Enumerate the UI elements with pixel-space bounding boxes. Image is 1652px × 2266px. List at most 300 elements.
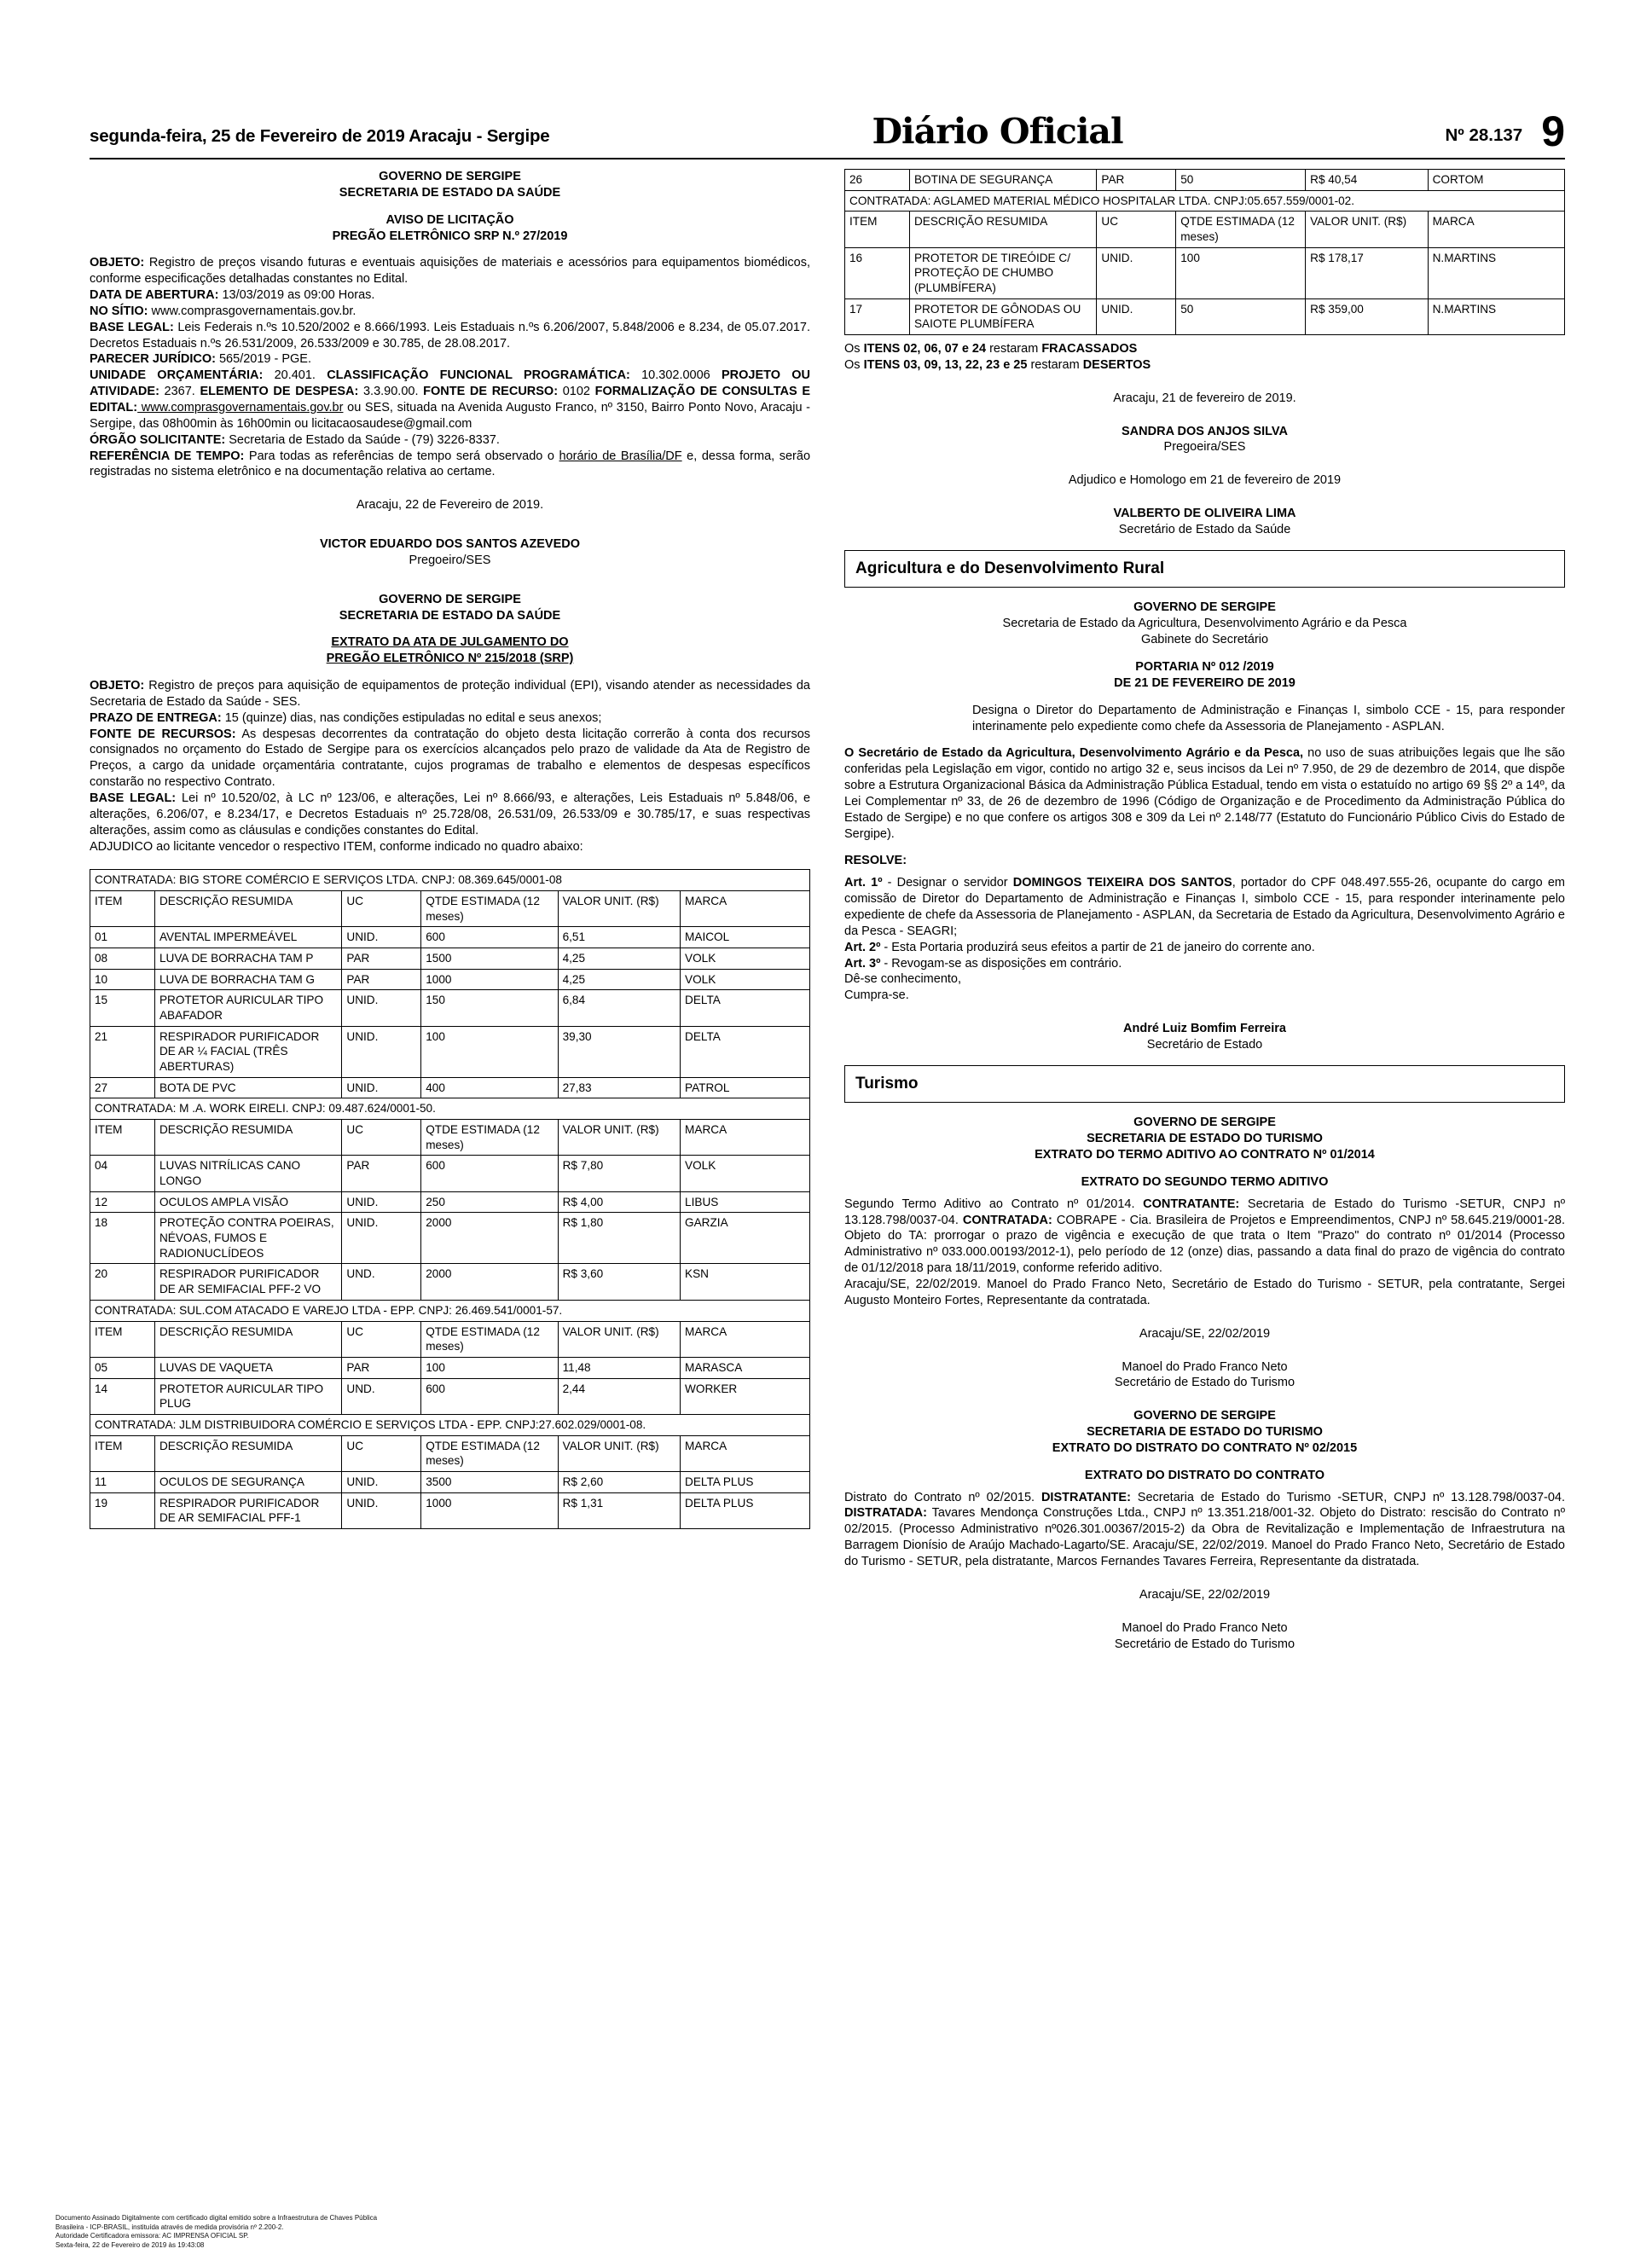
table-row	[90, 1156, 810, 1191]
label-base-legal-2: BASE LEGAL:	[90, 791, 177, 805]
heading-gabinete-secretario: Gabinete do Secretário	[1140, 633, 1269, 647]
paragraph-sitio	[90, 304, 810, 320]
signature-city-6: Aracaju/SE, 22/02/2019	[1139, 1587, 1271, 1602]
table-row	[90, 1357, 810, 1378]
heading-extrato-termo-aditivo: EXTRATO DO TERMO ADITIVO AO CONTRATO Nº 01/2014	[1035, 1148, 1375, 1162]
table-row	[90, 1378, 810, 1414]
cell-qtde: 100	[1176, 247, 1306, 298]
heading-governo-sergipe-4: GOVERNO DE SERGIPE	[1133, 1116, 1276, 1130]
label-formalizacao: FORMALIZAÇÃO DE CONSULTAS E EDITAL:	[90, 385, 811, 414]
th-qtde-3: QTDE ESTIMADA (12 meses)	[421, 1321, 558, 1357]
cell-uc: UNID.	[1097, 247, 1176, 298]
cell-desc: PROTETOR AURICULAR TIPO ABAFADOR	[154, 990, 341, 1026]
cell-qtde: 1000	[421, 969, 558, 990]
cell-valor: 6,84	[558, 990, 680, 1026]
text-art1-name: DOMINGOS TEIXEIRA DOS SANTOS	[1012, 876, 1232, 890]
cell-uc: UND.	[342, 1378, 421, 1414]
section-banner-turismo: Turismo	[844, 1065, 1565, 1104]
cell-qtde: 3500	[421, 1471, 558, 1492]
cell-desc: RESPIRADOR PURIFICADOR DE AR SEMIFACIAL PFF-2 VO	[154, 1264, 341, 1300]
th-qtde-2: QTDE ESTIMADA (12 meses)	[421, 1120, 558, 1156]
text-ta-c: Secretaria de Estado do Turismo -SETUR, CNPJ nº 13.128.798/0037-04.	[844, 1197, 1565, 1227]
cell-qtde: 1500	[421, 948, 558, 970]
cell-valor: R$ 2,60	[558, 1471, 680, 1492]
table-row	[90, 1264, 810, 1300]
cell-marca: VOLK	[681, 948, 810, 970]
paragraph-base-legal-2	[90, 791, 810, 839]
cell-valor: R$ 4,00	[558, 1191, 680, 1213]
signature-city-2: Aracaju, 21 de fevereiro de 2019.	[1113, 391, 1296, 405]
paragraph-objeto-2	[90, 678, 810, 710]
table-row-contratada	[90, 870, 810, 891]
cell-item: 18	[90, 1213, 155, 1264]
heading-secretaria-saude-1: SECRETARIA DE ESTADO DA SAÚDE	[339, 185, 561, 200]
paragraph-art2	[844, 940, 1565, 956]
cell-item: 11	[90, 1471, 155, 1492]
paragraph-distrato	[844, 1490, 1565, 1570]
cell-uc: PAR	[342, 1156, 421, 1191]
contratada-cell-5: CONTRATADA: AGLAMED MATERIAL MÉDICO HOSPITALAR LTDA. CNPJ:05.657.559/0001-02.	[845, 190, 1565, 212]
cell-item: 21	[90, 1026, 155, 1077]
text-formalizacao-rest: ou SES, situada na Avenida Augusto Franco, nº 3150, Bairro Ponto Novo, Aracaju -Sergipe, das 08h00min às 16h00min ou licitacaosaudese@gmail.com	[90, 400, 810, 431]
label-distratante: DISTRATANTE:	[1040, 1490, 1131, 1504]
cell-valor: R$ 40,54	[1306, 170, 1428, 191]
paragraph-termo-aditivo	[844, 1197, 1565, 1277]
footer-line-1: Documento Assinado Digitalmente com certificado digital emitido sobre a Infraestrutura de Chaves Pública	[55, 2213, 378, 2222]
th-valor-2: VALOR UNIT. (R$)	[558, 1120, 680, 1156]
right-column	[844, 169, 1565, 1652]
cell-qtde: 150	[421, 990, 558, 1026]
cell-marca: PATROL	[681, 1077, 810, 1098]
text-frac-post: restaram	[986, 342, 1042, 356]
cell-uc: UNID.	[342, 1077, 421, 1098]
paragraph-referencia-tempo	[90, 449, 810, 481]
label-orgao: ÓRGÃO SOLICITANTE:	[90, 432, 226, 447]
cell-item: 15	[90, 990, 155, 1026]
text-parecer: 565/2019 - PGE.	[215, 352, 312, 367]
cell-desc: LUVA DE BORRACHA TAM P	[154, 948, 341, 970]
cell-qtde: 400	[421, 1077, 558, 1098]
cell-item: 26	[845, 170, 910, 191]
adjudico-homologo-line: Adjudico e Homologo em 21 de fevereiro de 2019	[1068, 473, 1342, 488]
masthead-date: segunda-feira, 25 de Fevereiro de 2019 Aracaju - Sergipe	[90, 126, 550, 146]
text-fonte-recursos: As despesas decorrentes da contratação do objeto desta licitação correrão à conta dos recursos consignados no orçamento do Estado de Sergipe para os exercícios alcançados pelo prazo de validade da Ata de Registro de Preços, a cargo da unidade orçamentária contratante, cujos programas de trabalho e elementos de despesas específicos constarão no respectivo Contrato.	[90, 727, 811, 790]
th-desc-4: DESCRIÇÃO RESUMIDA	[154, 1435, 341, 1471]
signature-city-5: Aracaju/SE, 22/02/2019	[1139, 1326, 1271, 1341]
cell-uc: UNID.	[342, 1213, 421, 1264]
cell-marca: DELTA PLUS	[681, 1471, 810, 1492]
cell-desc: BOTINA DE SEGURANÇA	[909, 170, 1096, 191]
contratada-cell-4: CONTRATADA: JLM DISTRIBUIDORA COMÉRCIO E SERVIÇOS LTDA - EPP. CNPJ:27.602.029/0001-08.	[90, 1414, 810, 1435]
cell-desc: PROTETOR DE TIREÓIDE C/ PROTEÇÃO DE CHUMBO (PLUMBÍFERA)	[909, 247, 1096, 298]
text-projeto: 2367.	[159, 385, 200, 399]
th-marca-3: MARCA	[681, 1321, 810, 1357]
cell-marca: GARZIA	[681, 1213, 810, 1264]
digital-signature-footer	[55, 2214, 738, 2251]
paragraph-fracassados	[844, 341, 1565, 357]
cell-uc: UNID.	[342, 1026, 421, 1077]
cell-valor: 4,25	[558, 969, 680, 990]
heading-secretaria-saude-2: SECRETARIA DE ESTADO DA SAÚDE	[339, 608, 561, 623]
cell-item: 27	[90, 1077, 155, 1098]
heading-governo-sergipe-1: GOVERNO DE SERGIPE	[379, 170, 521, 183]
cell-qtde: 100	[421, 1026, 558, 1077]
table-row-contratada	[90, 1098, 810, 1120]
text-classificacao: 10.302.0006	[629, 368, 722, 383]
th-uc-5: UC	[1097, 212, 1176, 247]
cell-qtde: 50	[1176, 170, 1306, 191]
th-item-5: ITEM	[845, 212, 910, 247]
table-row	[90, 990, 810, 1026]
cell-qtde: 2000	[421, 1264, 558, 1300]
label-data-abertura: DATA DE ABERTURA:	[90, 288, 219, 303]
footer-line-4: Sexta-feira, 22 de Fevereiro de 2019 às 19:43:08	[55, 2241, 205, 2250]
text-unidade: 20.401.	[263, 368, 328, 383]
paragraph-base-legal-1	[90, 320, 810, 352]
text-ta-a: Segundo Termo Aditivo ao Contrato nº 01/2014.	[844, 1197, 1144, 1211]
cell-item: 10	[90, 969, 155, 990]
table-row	[90, 948, 810, 970]
heading-pregao-27-2019: PREGÃO ELETRÔNICO SRP N.º 27/2019	[332, 229, 568, 243]
contratada-cell-3: CONTRATADA: SUL.COM ATACADO E VAREJO LTDA - EPP. CNPJ: 26.469.541/0001-57.	[90, 1300, 810, 1321]
cell-item: 12	[90, 1191, 155, 1213]
cell-uc: PAR	[342, 969, 421, 990]
cell-qtde: 1000	[421, 1492, 558, 1528]
th-uc-3: UC	[342, 1321, 421, 1357]
text-referencia-rest: e, dessa forma, serão registradas no sistema eletrônico e na documentação relativa ao certame.	[90, 449, 811, 479]
text-dist-a: Distrato do Contrato nº 02/2015.	[844, 1490, 1041, 1504]
label-unidade: UNIDADE ORÇAMENTÁRIA:	[90, 368, 264, 383]
signature-role-6: Secretário de Estado do Turismo	[1114, 1637, 1296, 1651]
cell-qtde: 600	[421, 1156, 558, 1191]
label-contratada: CONTRATADA:	[962, 1213, 1052, 1227]
cell-desc: PROTEÇÃO CONTRA POEIRAS, NÉVOAS, FUMOS E RADIONUCLÍDEOS	[154, 1213, 341, 1264]
cell-valor: R$ 359,00	[1306, 298, 1428, 334]
table-row	[90, 1191, 810, 1213]
th-valor-3: VALOR UNIT. (R$)	[558, 1321, 680, 1357]
cell-marca: WORKER	[681, 1378, 810, 1414]
paragraph-designa: Designa o Diretor do Departamento de Administração e Finanças I, simbolo CCE - 15, para responder interinamente pelo expediente como chefe da Assessoria de Planejamento - ASPLAN.	[972, 703, 1565, 733]
text-des-items: ITENS 03, 09, 13, 22, 23 e 25	[863, 357, 1028, 372]
cell-marca: MARASCA	[681, 1357, 810, 1378]
th-valor-1: VALOR UNIT. (R$)	[558, 891, 680, 927]
text-des-post: restaram	[1027, 357, 1083, 372]
table-row	[90, 1026, 810, 1077]
cell-desc: BOTA DE PVC	[154, 1077, 341, 1098]
signature-name-1: VICTOR EDUARDO DOS SANTOS AZEVEDO	[319, 537, 581, 552]
text-sitio: www.comprasgovernamentais.gov.br.	[148, 304, 356, 318]
cell-marca: VOLK	[681, 1156, 810, 1191]
cell-desc: PROTETOR DE GÔNODAS OU SAIOTE PLUMBÍFERA	[909, 298, 1096, 334]
cell-uc: UNID.	[342, 927, 421, 948]
cell-uc: PAR	[342, 1357, 421, 1378]
cell-valor: 6,51	[558, 927, 680, 948]
text-fonte-recurso: 0102	[558, 385, 595, 399]
table-header-row-1	[90, 891, 810, 927]
paragraph-fonte-recursos	[90, 727, 810, 791]
text-referencia-tempo: Para todas as referências de tempo será observado o	[244, 449, 559, 463]
cell-valor: 2,44	[558, 1378, 680, 1414]
cell-item: 17	[845, 298, 910, 334]
label-objeto-2: OBJETO:	[90, 679, 145, 693]
th-desc-1: DESCRIÇÃO RESUMIDA	[154, 891, 341, 927]
text-art2: - Esta Portaria produzirá seus efeitos a partir de 21 de janeiro do corrente ano.	[880, 940, 1315, 954]
cell-uc: UNID.	[342, 1191, 421, 1213]
cell-marca: CORTOM	[1428, 170, 1564, 191]
cell-uc: UNID.	[342, 1471, 421, 1492]
label-sitio: NO SÍTIO:	[90, 304, 148, 318]
paragraph-unidade-orcamentaria	[90, 368, 810, 432]
table-header-row-4	[90, 1435, 810, 1471]
text-art3: - Revogam-se as disposições em contrário.	[880, 956, 1122, 971]
table-row	[845, 247, 1565, 298]
cell-desc: LUVA DE BORRACHA TAM G	[154, 969, 341, 990]
heading-aviso-licitacao: AVISO DE LICITAÇÃO	[385, 212, 514, 227]
masthead-issue-number: Nº 28.137	[1445, 125, 1523, 145]
table-row	[90, 1213, 810, 1264]
text-des-pre: Os	[844, 357, 864, 372]
text-objeto-1: Registro de preços visando futuras e eventuais aquisições de materiais e acessórios para equipamentos biomédicos, conforme especificações detalhadas constantes no Edital.	[90, 256, 810, 287]
cell-marca: N.MARTINS	[1428, 247, 1564, 298]
heading-governo-sergipe-2: GOVERNO DE SERGIPE	[379, 592, 521, 606]
th-valor-4: VALOR UNIT. (R$)	[558, 1435, 680, 1471]
heading-extrato-ata-2: PREGÃO ELETRÔNICO Nº 215/2018 (SRP)	[326, 652, 574, 666]
paragraph-adjudico: ADJUDICO ao licitante vencedor o respectivo ITEM, conforme indicado no quadro abaixo:	[90, 839, 583, 854]
th-qtde-4: QTDE ESTIMADA (12 meses)	[421, 1435, 558, 1471]
cell-uc: UNID.	[342, 990, 421, 1026]
cell-qtde: 600	[421, 927, 558, 948]
label-elemento: ELEMENTO DE DESPESA:	[200, 385, 359, 399]
label-projeto: PROJETO OU ATIVIDADE:	[90, 368, 811, 399]
footer-line-2: Brasileira - ICP-BRASIL, instituída através de medida provisória nº 2.200-2.	[55, 2223, 284, 2231]
cell-marca: VOLK	[681, 969, 810, 990]
masthead	[90, 101, 1565, 154]
cell-marca: DELTA PLUS	[681, 1492, 810, 1528]
th-item-4: ITEM	[90, 1435, 155, 1471]
paragraph-art3	[844, 956, 1565, 972]
cell-item: 14	[90, 1378, 155, 1414]
cell-item: 01	[90, 927, 155, 948]
heading-portaria-012: PORTARIA Nº 012 /2019	[1135, 660, 1274, 675]
label-contratante: CONTRATANTE:	[1143, 1197, 1240, 1211]
paragraph-secretario-atribuicoes	[844, 745, 1565, 842]
table-row	[90, 1471, 810, 1492]
table-header-row-3	[90, 1321, 810, 1357]
th-desc-2: DESCRIÇÃO RESUMIDA	[154, 1120, 341, 1156]
table-row	[90, 927, 810, 948]
cell-uc: UNID.	[1097, 298, 1176, 334]
label-parecer: PARECER JURÍDICO:	[90, 352, 216, 367]
label-referencia-tempo: REFERÊNCIA DE TEMPO:	[90, 449, 245, 463]
masthead-rule	[90, 158, 1565, 159]
cell-marca: DELTA	[681, 990, 810, 1026]
text-data-abertura: 13/03/2019 as 09:00 Horas.	[218, 288, 375, 303]
left-column	[90, 169, 810, 1529]
heading-portaria-data: DE 21 DE FEVEREIRO DE 2019	[1114, 675, 1296, 690]
cell-uc: PAR	[1097, 170, 1176, 191]
table-row	[845, 170, 1565, 191]
text-elemento: 3.3.90.00.	[358, 385, 424, 399]
signature-city-1: Aracaju, 22 de Fevereiro de 2019.	[356, 498, 544, 513]
label-art2: Art. 2º	[844, 940, 881, 954]
cell-item: 20	[90, 1264, 155, 1300]
section-banner-agricultura: Agricultura e do Desenvolvimento Rural	[844, 550, 1565, 588]
cell-item: 04	[90, 1156, 155, 1191]
text-base-legal-2: Lei nº 10.520/02, à LC nº 123/06, e alterações, Lei nº 8.666/93, e alterações, Leis Estaduais nº 5.848/06, e alterações, 6.206/07, e 8.234/17, e Decretos Estaduais nº 25.728/08, 26.531/09, 26.533/09 e 30.785/17, e suas respectivas alterações, assim como as cláusulas e condições constantes do Edital.	[90, 791, 811, 837]
table-row-contratada	[90, 1414, 810, 1435]
text-dist-c: Secretaria de Estado do Turismo -SETUR, CNPJ nº 13.128.798/0037-04.	[1130, 1490, 1565, 1504]
cell-qtde: 100	[421, 1357, 558, 1378]
heading-extrato-ata-1: EXTRATO DA ATA DE JULGAMENTO DO	[331, 635, 569, 650]
table-row	[90, 1492, 810, 1528]
cell-item: 05	[90, 1357, 155, 1378]
text-secretario-bold: O Secretário de Estado da Agricultura, Desenvolvimento Agrário e da Pesca,	[844, 746, 1304, 761]
cell-desc: RESPIRADOR PURIFICADOR DE AR SEMIFACIAL PFF-1	[154, 1492, 341, 1528]
th-marca-5: MARCA	[1428, 212, 1564, 247]
signature-role-2: Pregoeira/SES	[1163, 440, 1246, 455]
item-table-right	[844, 169, 1565, 335]
table-header-row-5	[845, 212, 1565, 247]
label-base-legal-1: BASE LEGAL:	[90, 320, 174, 334]
cell-qtde: 250	[421, 1191, 558, 1213]
paragraph-orgao-solicitante	[90, 432, 810, 449]
cell-desc: LUVAS DE VAQUETA	[154, 1357, 341, 1378]
cell-desc: AVENTAL IMPERMEÁVEL	[154, 927, 341, 948]
text-objeto-2: Registro de preços para aquisição de equipamentos de proteção individual (EPI), visando atender as necessidades da Secretaria de Estado da Saúde - SES.	[90, 679, 810, 709]
th-marca-4: MARCA	[681, 1435, 810, 1471]
paragraph-termo-aditivo-assinantes: Aracaju/SE, 22/02/2019. Manoel do Prado Franco Neto, Secretário de Estado do Turismo - SETUR, pela contratante, Sergei Augusto Monteiro Fortes, Representante da contratada.	[844, 1278, 1565, 1307]
paragraph-de-se-conhecimento: Dê-se conhecimento,	[844, 972, 962, 987]
signature-name-2: SANDRA DOS ANJOS SILVA	[1122, 424, 1288, 438]
masthead-title: Diário Oficial	[872, 111, 1123, 152]
cell-desc: OCULOS AMPLA VISÃO	[154, 1191, 341, 1213]
cell-item: 16	[845, 247, 910, 298]
footer-line-3: Autoridade Certificadora emissora: AC IMPRENSA OFICIAL SP.	[55, 2232, 249, 2240]
label-art1: Art. 1º	[844, 876, 883, 890]
th-item-1: ITEM	[90, 891, 155, 927]
item-table-block-1	[90, 869, 810, 1529]
table-header-row-2	[90, 1120, 810, 1156]
contratada-cell-1: CONTRATADA: BIG STORE COMÉRCIO E SERVIÇOS LTDA. CNPJ: 08.369.645/0001-08	[90, 870, 810, 891]
text-art1-rest: , portador do CPF 048.497.555-26, ocupante do cargo em comissão de Diretor do Departamento de Administração e Finanças I, simbolo CCE - 15, para responder interinamente pelo expediente de chefe da Assessoria de Planejamento - ASPLAN, da Secretaria de Estado da Agricultura, Desenvolvimento Agrário e da Pesca - SEAGRI;	[844, 876, 1565, 938]
th-uc-1: UC	[342, 891, 421, 927]
cell-desc: RESPIRADOR PURIFICADOR DE AR ¼ FACIAL (TRÊS ABERTURAS)	[154, 1026, 341, 1077]
cell-desc: OCULOS DE SEGURANÇA	[154, 1471, 341, 1492]
cell-desc: LUVAS NITRÍLICAS CANO LONGO	[154, 1156, 341, 1191]
cell-valor: R$ 1,31	[558, 1492, 680, 1528]
text-des-word: DESERTOS	[1082, 357, 1151, 372]
th-item-2: ITEM	[90, 1120, 155, 1156]
cell-qtde: 2000	[421, 1213, 558, 1264]
heading-secretaria-turismo-2: SECRETARIA DE ESTADO DO TURISMO	[1087, 1425, 1323, 1440]
heading-extrato-segundo-termo: EXTRATO DO SEGUNDO TERMO ADITIVO	[1081, 1174, 1329, 1189]
text-orgao: Secretaria de Estado da Saúde - (79) 3226-8337.	[225, 432, 500, 447]
item-table-1	[90, 869, 810, 1529]
label-objeto-1: OBJETO:	[90, 256, 145, 270]
cell-marca: MAICOL	[681, 927, 810, 948]
th-valor-5: VALOR UNIT. (R$)	[1306, 212, 1428, 247]
cell-marca: DELTA	[681, 1026, 810, 1077]
paragraph-desertos	[844, 357, 1565, 374]
text-frac-items: ITENS 02, 06, 07 e 24	[863, 342, 987, 356]
th-qtde-5: QTDE ESTIMADA (12 meses)	[1176, 212, 1306, 247]
th-uc-4: UC	[342, 1435, 421, 1471]
th-marca-2: MARCA	[681, 1120, 810, 1156]
signature-name-3: VALBERTO DE OLIVEIRA LIMA	[1113, 507, 1296, 521]
paragraph-art1	[844, 875, 1565, 939]
table-row	[90, 969, 810, 990]
text-frac-pre: Os	[844, 342, 864, 356]
paragraph-parecer	[90, 351, 810, 368]
cell-marca: KSN	[681, 1264, 810, 1300]
label-resolve: RESOLVE:	[844, 854, 907, 868]
signature-role-3: Secretário de Estado da Saúde	[1118, 522, 1291, 536]
text-dist-e: Tavares Mendonça Construções Ltda., CNPJ nº 13.351.218/001-32. Objeto do Distrato: rescisão do Contrato nº 02/2015. (Processo Administrativo nº026.301.00367/2015-2) da Obra de Revitalização e Implementação de Infraestrutura na Barragem Dionísio de Araújo Machado-Lagarto/SE. Aracaju/SE, 22/02/2019. Manoel do Prado Franco Neto, Secretário de Estado do Turismo - SETUR, pela distratante, Marcos Fernandes Tavares Ferreira, Representante da distratada.	[844, 1506, 1565, 1568]
table-row	[845, 298, 1565, 334]
cell-valor: 27,83	[558, 1077, 680, 1098]
table-row-contratada	[845, 190, 1565, 212]
text-frac-word: FRACASSADOS	[1041, 342, 1138, 356]
th-desc-3: DESCRIÇÃO RESUMIDA	[154, 1321, 341, 1357]
label-fonte-recurso: FONTE DE RECURSO:	[423, 385, 559, 399]
signature-name-4: André Luiz Bomfim Ferreira	[1123, 1022, 1286, 1036]
page-number: 9	[1541, 107, 1565, 155]
text-ta-e: COBRAPE - Cia. Brasileira de Projetos e Empreendimentos, CNPJ nº 58.645.219/0001-28. Objeto do TA: prorrogar o prazo de vigência e execução de que trata o Item "Prazo" do contrato nº 01/2014 (Processo Administrativo nº 033.000.00193/2012-1), pelo período de 12 (onze) dias, passando a data final do prazo de vigência do contrato de 01/12/2018 para 18/11/2019, conforme referido aditivo.	[844, 1213, 1566, 1276]
text-secretario-rest: no uso de suas atribuições legais que lhe são conferidas pela Legislação em vigor, contido no artigo 32 e, seus incisos da Lei nº 7.950, de 29 de dezembro de 2014, que dispõe sobre a Estrutura Organizacional Básica da Administração Pública Estadual, tendo em vista o estatuído no artigo 69 §§ 2º a 14º, da Lei Complementar nº 33, de 26 de dezembro de 1996 (Código de Organização e de Procedimento da Administração Pública do Estado de Sergipe) e no que confere os artigos 308 e 309 da Lei nº 2.148/77 (Estatuto do Funcionário Público Civis do Estado de Sergipe).	[844, 746, 1566, 841]
signature-name-5: Manoel do Prado Franco Neto	[1122, 1359, 1288, 1374]
heading-governo-sergipe-5: GOVERNO DE SERGIPE	[1133, 1409, 1276, 1423]
link-comprasgovernamentais[interactable]: www.comprasgovernamentais.gov.br	[137, 400, 344, 414]
heading-secretaria-agricultura: Secretaria de Estado da Agricultura, Desenvolvimento Agrário e da Pesca	[1002, 617, 1407, 631]
th-item-3: ITEM	[90, 1321, 155, 1357]
table-row	[90, 1077, 810, 1098]
cell-item: 19	[90, 1492, 155, 1528]
label-prazo-entrega: PRAZO DE ENTREGA:	[90, 710, 222, 725]
text-prazo-entrega: 15 (quinze) dias, nas condições estipuladas no edital e seus anexos;	[221, 710, 602, 725]
heading-secretaria-turismo-1: SECRETARIA DE ESTADO DO TURISMO	[1087, 1132, 1323, 1146]
table-row-contratada	[90, 1300, 810, 1321]
cell-marca: LIBUS	[681, 1191, 810, 1213]
cell-marca: N.MARTINS	[1428, 298, 1564, 334]
cell-uc: UNID.	[342, 1492, 421, 1528]
cell-valor: 4,25	[558, 948, 680, 970]
cell-item: 08	[90, 948, 155, 970]
contratada-cell-2: CONTRATADA: M .A. WORK EIRELI. CNPJ: 09.487.624/0001-50.	[90, 1098, 810, 1120]
cell-valor: R$ 178,17	[1306, 247, 1428, 298]
th-uc-2: UC	[342, 1120, 421, 1156]
signature-role-4: Secretário de Estado	[1146, 1037, 1263, 1052]
heading-extrato-distrato: EXTRATO DO DISTRATO DO CONTRATO	[1084, 1468, 1325, 1482]
signature-role-1: Pregoeiro/SES	[409, 553, 491, 567]
cell-valor: 39,30	[558, 1026, 680, 1077]
th-marca-1: MARCA	[681, 891, 810, 927]
text-base-legal-1: Leis Federais n.ºs 10.520/2002 e 8.666/1993. Leis Estaduais n.ºs 6.206/2007, 5.848/2006 e 8.234, de 05.07.2017. Decretos Estaduais n.ºs 26.531/2009, 26.533/2009 e 30.785, de 28.08.2017.	[90, 320, 811, 351]
cell-valor: R$ 1,80	[558, 1213, 680, 1264]
paragraph-data-abertura	[90, 287, 810, 304]
cell-valor: 11,48	[558, 1357, 680, 1378]
paragraph-prazo-entrega	[90, 710, 810, 727]
signature-name-6: Manoel do Prado Franco Neto	[1122, 1620, 1288, 1635]
th-desc-5: DESCRIÇÃO RESUMIDA	[909, 212, 1096, 247]
heading-governo-sergipe-3: GOVERNO DE SERGIPE	[1133, 600, 1276, 615]
label-distratada: DISTRATADA:	[844, 1506, 927, 1521]
label-art3: Art. 3º	[844, 956, 881, 971]
masthead-right	[1445, 107, 1565, 155]
cell-qtde: 50	[1176, 298, 1306, 334]
cell-uc: UND.	[342, 1264, 421, 1300]
cell-qtde: 600	[421, 1378, 558, 1414]
th-qtde-1: QTDE ESTIMADA (12 meses)	[421, 891, 558, 927]
